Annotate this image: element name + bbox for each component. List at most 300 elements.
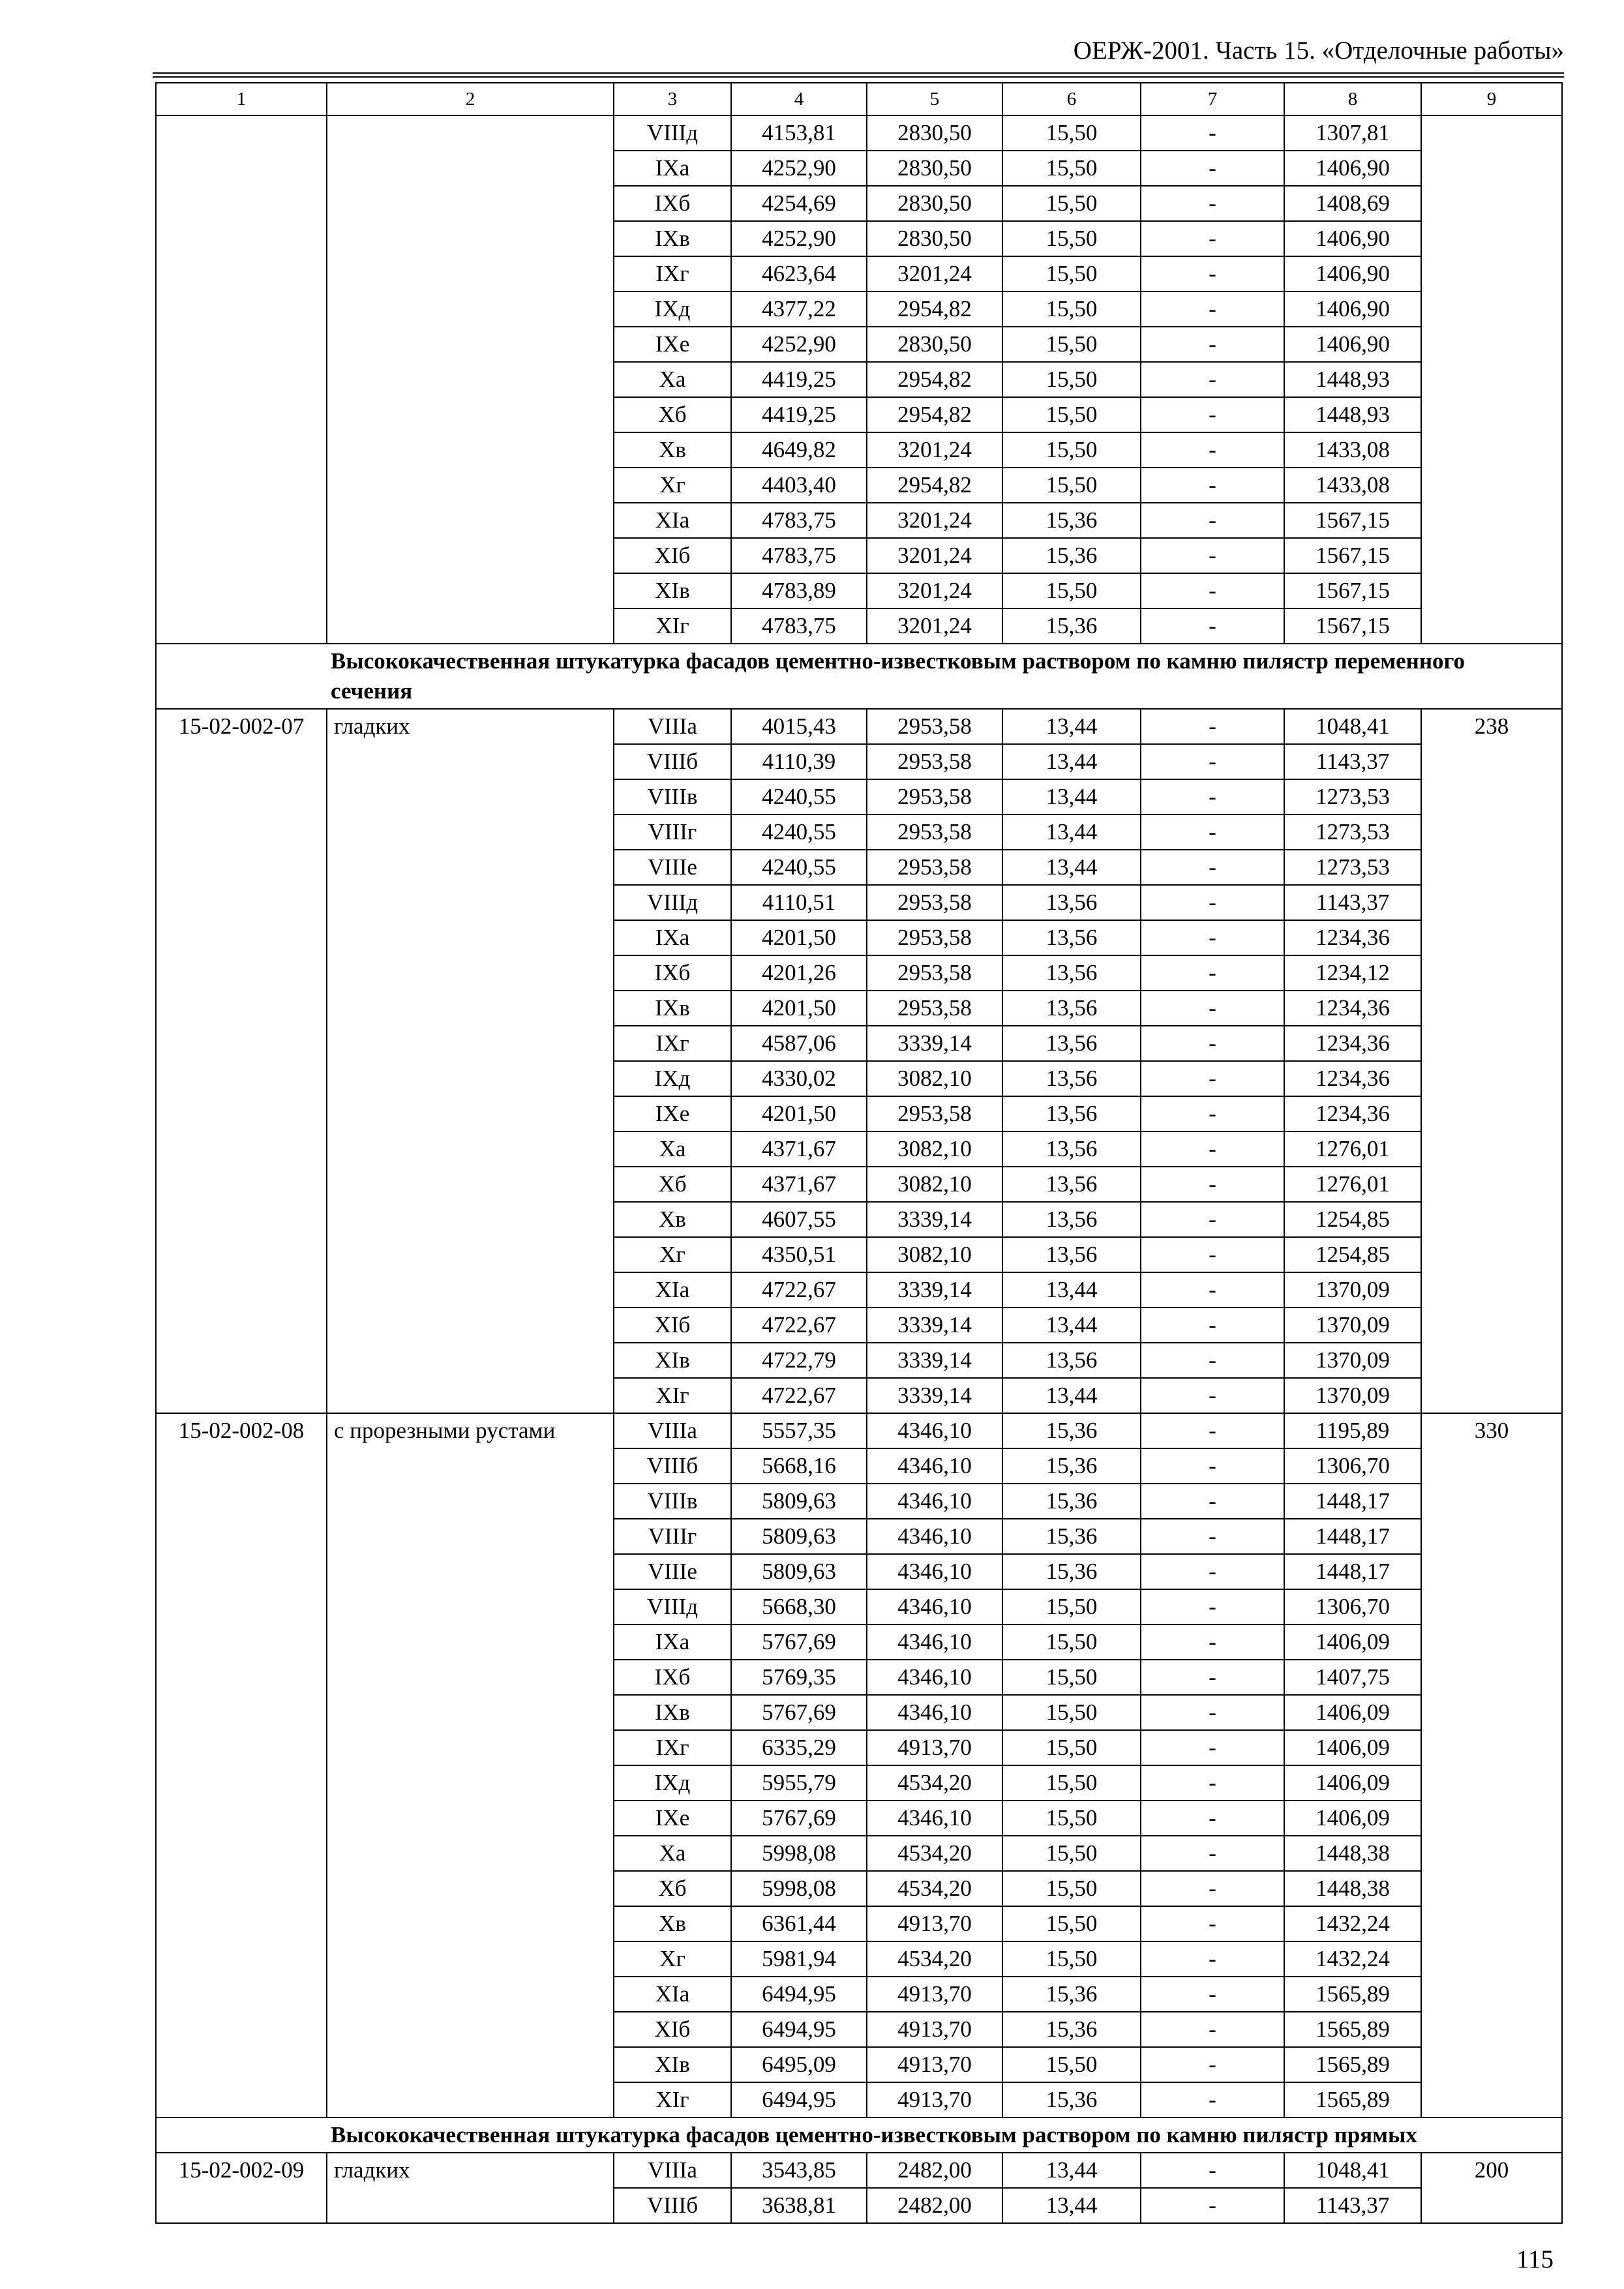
category: IXв	[614, 221, 731, 256]
col-7: -	[1141, 292, 1284, 327]
category: VIIIг	[614, 1519, 731, 1554]
col-9: 200	[1421, 2153, 1562, 2223]
col-5: 2953,58	[867, 779, 1002, 815]
col-4: 4350,51	[731, 1237, 867, 1272]
section-title: Высококачественная штукатурка фасадов цементно-известковым раствором по камню пилястр переменного сечения	[331, 648, 1466, 704]
category: VIIIв	[614, 779, 731, 815]
col-6: 13,56	[1002, 1026, 1141, 1061]
col-5: 2830,50	[867, 327, 1002, 362]
col-5: 2482,00	[867, 2153, 1002, 2188]
col-6: 15,50	[1002, 1906, 1141, 1941]
col-8: 1307,81	[1284, 115, 1421, 151]
col-6: 15,50	[1002, 1624, 1141, 1660]
col-4: 5998,08	[731, 1871, 867, 1906]
category: IXб	[614, 1660, 731, 1695]
category: IXд	[614, 292, 731, 327]
col-4: 5767,69	[731, 1695, 867, 1730]
col-7: -	[1141, 991, 1284, 1026]
column-number: 7	[1141, 83, 1284, 115]
col-6: 13,56	[1002, 1167, 1141, 1202]
category: VIIIб	[614, 1448, 731, 1484]
col-8: 1567,15	[1284, 538, 1421, 573]
category: XIв	[614, 573, 731, 608]
col-7: -	[1141, 1554, 1284, 1589]
category: IXв	[614, 991, 731, 1026]
col-5: 4534,20	[867, 1836, 1002, 1871]
col-4: 4240,55	[731, 779, 867, 815]
col-8: 1195,89	[1284, 1413, 1421, 1448]
col-7: -	[1141, 397, 1284, 432]
section-title-row	[156, 2117, 1562, 2153]
category: Xа	[614, 1131, 731, 1167]
category: VIIIв	[614, 1484, 731, 1519]
col-6: 13,56	[1002, 1343, 1141, 1378]
column-number: 6	[1002, 83, 1141, 115]
col-8: 1406,90	[1284, 292, 1421, 327]
category: VIIIа	[614, 709, 731, 744]
col-5: 2953,58	[867, 744, 1002, 779]
col-8: 1448,17	[1284, 1519, 1421, 1554]
col-7: -	[1141, 850, 1284, 885]
col-7: -	[1141, 815, 1284, 850]
col-6: 15,36	[1002, 1554, 1141, 1589]
category: VIIIа	[614, 2153, 731, 2188]
col-7: -	[1141, 1801, 1284, 1836]
table-row	[156, 115, 1562, 151]
col-8: 1234,36	[1284, 1096, 1421, 1131]
col-4: 5767,69	[731, 1624, 867, 1660]
col-7: -	[1141, 1272, 1284, 1308]
col-4: 4252,90	[731, 327, 867, 362]
col-5: 2830,50	[867, 151, 1002, 186]
col-7: -	[1141, 151, 1284, 186]
col-8: 1407,75	[1284, 1660, 1421, 1695]
category: VIIIб	[614, 744, 731, 779]
section-title-cell	[156, 644, 1562, 709]
col-7: -	[1141, 1308, 1284, 1343]
col-5: 2830,50	[867, 221, 1002, 256]
col-7: -	[1141, 2082, 1284, 2117]
col-4: 6335,29	[731, 1730, 867, 1765]
col-5: 4346,10	[867, 1589, 1002, 1624]
table-body	[156, 83, 1562, 2223]
col-6: 13,56	[1002, 991, 1141, 1026]
column-number: 4	[731, 83, 867, 115]
col-9: 238	[1421, 709, 1562, 1413]
category: XIа	[614, 1977, 731, 2012]
col-4: 4783,75	[731, 503, 867, 538]
work-name	[327, 115, 614, 644]
header-rule-second	[153, 76, 1564, 78]
table-row	[156, 709, 1562, 744]
col-7: -	[1141, 1131, 1284, 1167]
col-6: 15,50	[1002, 1836, 1141, 1871]
col-4: 4252,90	[731, 151, 867, 186]
col-4: 4371,67	[731, 1131, 867, 1167]
col-7: -	[1141, 1343, 1284, 1378]
col-8: 1406,09	[1284, 1801, 1421, 1836]
col-8: 1273,53	[1284, 850, 1421, 885]
col-8: 1408,69	[1284, 186, 1421, 221]
col-4: 4623,64	[731, 256, 867, 292]
col-8: 1448,17	[1284, 1554, 1421, 1589]
col-7: -	[1141, 1977, 1284, 2012]
col-4: 4015,43	[731, 709, 867, 744]
col-6: 15,36	[1002, 1484, 1141, 1519]
col-5: 2953,58	[867, 709, 1002, 744]
col-8: 1432,24	[1284, 1906, 1421, 1941]
col-7: -	[1141, 1026, 1284, 1061]
category: XIг	[614, 2082, 731, 2117]
col-7: -	[1141, 1836, 1284, 1871]
col-4: 5668,16	[731, 1448, 867, 1484]
col-4: 5981,94	[731, 1941, 867, 1977]
category: Xа	[614, 362, 731, 397]
category: VIIIг	[614, 815, 731, 850]
work-name: гладких	[327, 2153, 614, 2223]
column-number: 9	[1421, 83, 1562, 115]
col-5: 3339,14	[867, 1308, 1002, 1343]
col-7: -	[1141, 1413, 1284, 1448]
col-6: 15,50	[1002, 327, 1141, 362]
col-7: -	[1141, 885, 1284, 920]
col-5: 4346,10	[867, 1519, 1002, 1554]
col-4: 4722,79	[731, 1343, 867, 1378]
section-title: Высококачественная штукатурка фасадов цементно-известковым раствором по камню пилястр прямых	[331, 2122, 1417, 2147]
col-4: 4587,06	[731, 1026, 867, 1061]
col-8: 1406,90	[1284, 221, 1421, 256]
col-8: 1565,89	[1284, 2082, 1421, 2117]
col-6: 15,50	[1002, 573, 1141, 608]
col-6: 15,36	[1002, 1977, 1141, 2012]
running-header: ОЕРЖ-2001. Часть 15. «Отделочные работы»	[1073, 37, 1564, 65]
col-6: 13,44	[1002, 1308, 1141, 1343]
category: XIб	[614, 538, 731, 573]
col-8: 1276,01	[1284, 1167, 1421, 1202]
col-8: 1448,93	[1284, 397, 1421, 432]
col-7: -	[1141, 1061, 1284, 1096]
category: Xг	[614, 468, 731, 503]
col-5: 2953,58	[867, 1096, 1002, 1131]
col-6: 15,50	[1002, 292, 1141, 327]
category: VIIIд	[614, 885, 731, 920]
category: IXе	[614, 1801, 731, 1836]
category: XIа	[614, 503, 731, 538]
col-8: 1273,53	[1284, 779, 1421, 815]
col-8: 1406,90	[1284, 151, 1421, 186]
col-7: -	[1141, 2153, 1284, 2188]
table-row	[156, 1413, 1562, 1448]
col-8: 1370,09	[1284, 1272, 1421, 1308]
col-6: 15,36	[1002, 1519, 1141, 1554]
col-5: 3201,24	[867, 538, 1002, 573]
col-5: 3201,24	[867, 573, 1002, 608]
col-8: 1370,09	[1284, 1308, 1421, 1343]
col-8: 1370,09	[1284, 1343, 1421, 1378]
col-4: 4153,81	[731, 115, 867, 151]
norm-code: 15-02-002-07	[156, 709, 327, 1413]
work-name: с прорезными рустами	[327, 1413, 614, 2117]
col-6: 15,50	[1002, 186, 1141, 221]
category: XIг	[614, 1378, 731, 1413]
category: Xб	[614, 1167, 731, 1202]
col-5: 3339,14	[867, 1343, 1002, 1378]
col-7: -	[1141, 1202, 1284, 1237]
category: IXб	[614, 955, 731, 991]
col-5: 3339,14	[867, 1202, 1002, 1237]
col-7: -	[1141, 432, 1284, 468]
col-6: 13,56	[1002, 1096, 1141, 1131]
col-8: 1254,85	[1284, 1202, 1421, 1237]
col-4: 4783,75	[731, 608, 867, 644]
col-8: 1432,24	[1284, 1941, 1421, 1977]
col-8: 1234,36	[1284, 991, 1421, 1026]
col-5: 4913,70	[867, 1906, 1002, 1941]
col-6: 15,36	[1002, 2082, 1141, 2117]
category: XIб	[614, 1308, 731, 1343]
column-number-row	[156, 83, 1562, 115]
col-5: 4346,10	[867, 1695, 1002, 1730]
col-8: 1370,09	[1284, 1378, 1421, 1413]
col-8: 1406,90	[1284, 327, 1421, 362]
col-8: 1406,09	[1284, 1765, 1421, 1801]
col-7: -	[1141, 2188, 1284, 2223]
col-4: 4377,22	[731, 292, 867, 327]
col-4: 5809,63	[731, 1554, 867, 1589]
col-5: 4346,10	[867, 1801, 1002, 1836]
category: IXд	[614, 1765, 731, 1801]
col-8: 1567,15	[1284, 503, 1421, 538]
category: XIг	[614, 608, 731, 644]
col-4: 4722,67	[731, 1378, 867, 1413]
category: IXа	[614, 920, 731, 955]
col-5: 3339,14	[867, 1378, 1002, 1413]
col-7: -	[1141, 115, 1284, 151]
col-4: 4403,40	[731, 468, 867, 503]
col-6: 13,56	[1002, 955, 1141, 991]
col-7: -	[1141, 538, 1284, 573]
col-7: -	[1141, 1871, 1284, 1906]
col-9	[1421, 115, 1562, 644]
column-number: 5	[867, 83, 1002, 115]
col-5: 4346,10	[867, 1660, 1002, 1695]
category: IXг	[614, 1730, 731, 1765]
col-6: 13,44	[1002, 2188, 1141, 2223]
col-5: 3201,24	[867, 608, 1002, 644]
col-8: 1143,37	[1284, 2188, 1421, 2223]
category: IXв	[614, 1695, 731, 1730]
column-number: 1	[156, 83, 327, 115]
col-4: 4783,75	[731, 538, 867, 573]
col-4: 4252,90	[731, 221, 867, 256]
col-9: 330	[1421, 1413, 1562, 2117]
col-6: 15,36	[1002, 503, 1141, 538]
col-8: 1565,89	[1284, 2012, 1421, 2047]
col-7: -	[1141, 1167, 1284, 1202]
category: XIб	[614, 2012, 731, 2047]
column-number: 2	[327, 83, 614, 115]
col-4: 6494,95	[731, 2012, 867, 2047]
col-7: -	[1141, 221, 1284, 256]
col-7: -	[1141, 1765, 1284, 1801]
category: VIIIе	[614, 850, 731, 885]
norms-table	[155, 82, 1563, 2224]
col-4: 6494,95	[731, 1977, 867, 2012]
col-5: 4346,10	[867, 1413, 1002, 1448]
category: IXг	[614, 1026, 731, 1061]
col-6: 15,50	[1002, 1941, 1141, 1977]
col-7: -	[1141, 1096, 1284, 1131]
col-7: -	[1141, 744, 1284, 779]
norm-code	[156, 115, 327, 644]
col-8: 1143,37	[1284, 744, 1421, 779]
category: IXе	[614, 1096, 731, 1131]
col-7: -	[1141, 1237, 1284, 1272]
col-4: 4201,50	[731, 920, 867, 955]
col-6: 15,50	[1002, 1589, 1141, 1624]
col-8: 1306,70	[1284, 1448, 1421, 1484]
col-6: 13,44	[1002, 850, 1141, 885]
norm-code: 15-02-002-09	[156, 2153, 327, 2223]
col-8: 1433,08	[1284, 432, 1421, 468]
col-6: 15,50	[1002, 1660, 1141, 1695]
table-row	[156, 2153, 1562, 2188]
col-5: 2830,50	[867, 115, 1002, 151]
col-4: 4110,39	[731, 744, 867, 779]
col-5: 2830,50	[867, 186, 1002, 221]
col-7: -	[1141, 1695, 1284, 1730]
col-4: 5809,63	[731, 1519, 867, 1554]
col-4: 4649,82	[731, 432, 867, 468]
col-7: -	[1141, 955, 1284, 991]
col-4: 5769,35	[731, 1660, 867, 1695]
col-4: 5955,79	[731, 1765, 867, 1801]
category: XIа	[614, 1272, 731, 1308]
col-7: -	[1141, 1730, 1284, 1765]
col-6: 13,56	[1002, 1237, 1141, 1272]
col-4: 5557,35	[731, 1413, 867, 1448]
col-4: 4240,55	[731, 815, 867, 850]
category: VIIIб	[614, 2188, 731, 2223]
category: IXг	[614, 256, 731, 292]
header-rule	[153, 72, 1564, 74]
col-4: 4240,55	[731, 850, 867, 885]
col-8: 1406,90	[1284, 256, 1421, 292]
col-5: 4346,10	[867, 1448, 1002, 1484]
col-5: 2953,58	[867, 955, 1002, 991]
col-5: 4346,10	[867, 1484, 1002, 1519]
col-8: 1306,70	[1284, 1589, 1421, 1624]
col-7: -	[1141, 1589, 1284, 1624]
col-7: -	[1141, 1660, 1284, 1695]
col-6: 15,36	[1002, 1448, 1141, 1484]
col-6: 15,50	[1002, 432, 1141, 468]
col-5: 2953,58	[867, 920, 1002, 955]
col-5: 3201,24	[867, 432, 1002, 468]
col-8: 1406,09	[1284, 1624, 1421, 1660]
col-4: 5668,30	[731, 1589, 867, 1624]
col-6: 13,56	[1002, 1131, 1141, 1167]
col-5: 2954,82	[867, 397, 1002, 432]
col-6: 15,36	[1002, 538, 1141, 573]
category: Xв	[614, 1906, 731, 1941]
col-8: 1234,36	[1284, 1061, 1421, 1096]
col-8: 1273,53	[1284, 815, 1421, 850]
col-7: -	[1141, 1378, 1284, 1413]
col-7: -	[1141, 920, 1284, 955]
col-8: 1234,12	[1284, 955, 1421, 991]
col-4: 4254,69	[731, 186, 867, 221]
col-6: 15,50	[1002, 1730, 1141, 1765]
col-8: 1567,15	[1284, 573, 1421, 608]
category: Xб	[614, 1871, 731, 1906]
col-5: 4913,70	[867, 1730, 1002, 1765]
col-6: 13,44	[1002, 1272, 1141, 1308]
col-5: 2953,58	[867, 815, 1002, 850]
category: VIIIд	[614, 115, 731, 151]
col-5: 4913,70	[867, 2012, 1002, 2047]
col-7: -	[1141, 186, 1284, 221]
col-6: 13,44	[1002, 815, 1141, 850]
col-6: 13,44	[1002, 709, 1141, 744]
col-4: 4419,25	[731, 397, 867, 432]
col-6: 15,36	[1002, 1413, 1141, 1448]
col-7: -	[1141, 468, 1284, 503]
section-title-row	[156, 644, 1562, 709]
category: Xг	[614, 1941, 731, 1977]
col-8: 1143,37	[1284, 885, 1421, 920]
col-4: 4419,25	[731, 362, 867, 397]
category: VIIIд	[614, 1589, 731, 1624]
col-5: 4913,70	[867, 1977, 1002, 2012]
col-8: 1406,09	[1284, 1730, 1421, 1765]
col-7: -	[1141, 327, 1284, 362]
col-5: 4534,20	[867, 1765, 1002, 1801]
col-5: 3201,24	[867, 256, 1002, 292]
col-7: -	[1141, 1484, 1284, 1519]
page-number: 115	[1516, 2245, 1554, 2273]
col-5: 2954,82	[867, 362, 1002, 397]
col-4: 3543,85	[731, 2153, 867, 2188]
category: IXд	[614, 1061, 731, 1096]
category: Xа	[614, 1836, 731, 1871]
col-4: 6494,95	[731, 2082, 867, 2117]
col-4: 4722,67	[731, 1308, 867, 1343]
col-4: 3638,81	[731, 2188, 867, 2223]
col-6: 15,50	[1002, 362, 1141, 397]
col-8: 1254,85	[1284, 1237, 1421, 1272]
category: XIв	[614, 1343, 731, 1378]
category: IXа	[614, 151, 731, 186]
col-8: 1234,36	[1284, 920, 1421, 955]
col-7: -	[1141, 503, 1284, 538]
col-8: 1234,36	[1284, 1026, 1421, 1061]
col-7: -	[1141, 2047, 1284, 2082]
col-6: 13,44	[1002, 779, 1141, 815]
col-5: 2482,00	[867, 2188, 1002, 2223]
col-4: 4607,55	[731, 1202, 867, 1237]
col-8: 1448,38	[1284, 1871, 1421, 1906]
col-6: 15,50	[1002, 397, 1141, 432]
col-7: -	[1141, 1624, 1284, 1660]
column-number: 8	[1284, 83, 1421, 115]
col-4: 4201,50	[731, 1096, 867, 1131]
col-8: 1048,41	[1284, 709, 1421, 744]
col-4: 4110,51	[731, 885, 867, 920]
col-6: 15,36	[1002, 608, 1141, 644]
col-6: 15,36	[1002, 2012, 1141, 2047]
col-7: -	[1141, 256, 1284, 292]
